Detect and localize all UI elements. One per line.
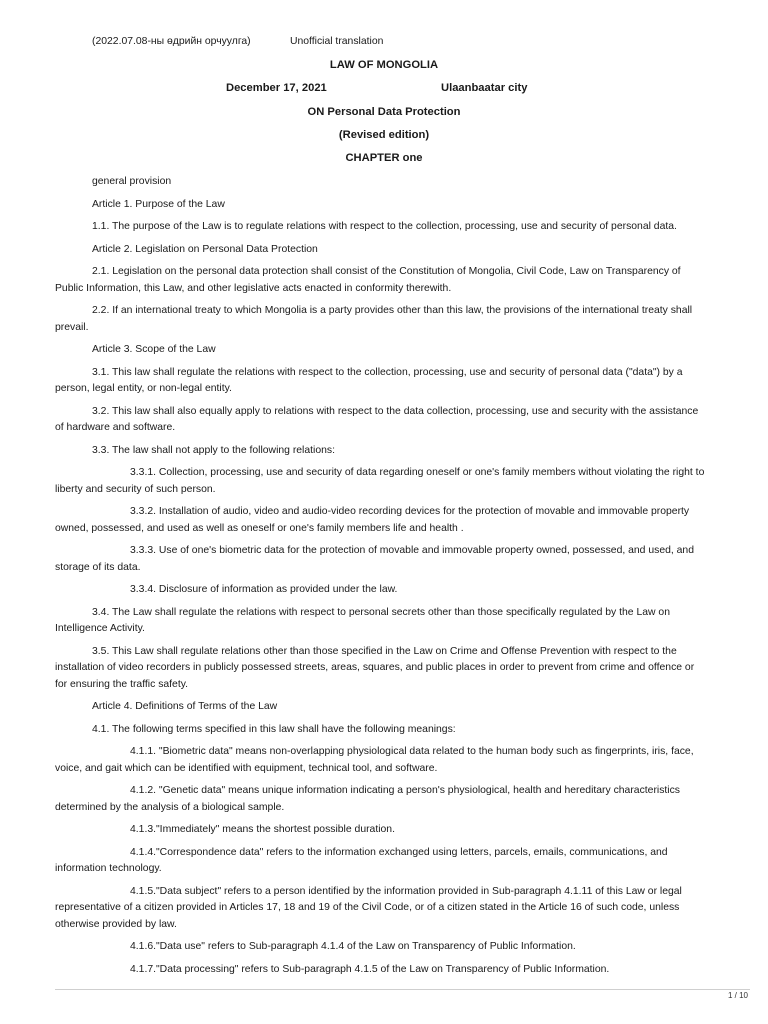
document-body <box>55 174 705 984</box>
paragraph: 4.1.7."Data processing" refers to Sub-paragraph 4.1.5 of the Law on Transparency of Public Information. <box>130 963 610 975</box>
paragraph: Article 2. Legislation on Personal Data Protection <box>92 243 318 255</box>
paragraph: 4.1. The following terms specified in this law shall have the following meanings: <box>92 723 456 735</box>
paragraph: 3.2. This law shall also equally apply to relations with respect to the data collection, processing, use and security with the assistance of hardware and software. <box>55 405 699 433</box>
paragraph: 3.5. This Law shall regulate relations other than those specified in the Law on Crime and Offense Prevention with respect to the installation of video recorders in publicly possessed streets, areas, squares, and public places in order to prevent from crime and offence or for ensuring the traffic safety. <box>55 645 695 690</box>
paragraph: Article 1. Purpose of the Law <box>92 198 225 210</box>
law-subject: ON Personal Data Protection <box>307 106 461 118</box>
law-city: Ulaanbaatar city <box>441 82 528 94</box>
unofficial-translation-note: Unofficial translation <box>290 36 384 47</box>
paragraph: 4.1.6."Data use" refers to Sub-paragraph 4.1.4 of the Law on Transparency of Public Information. <box>130 941 576 952</box>
paragraph: general provision <box>92 176 172 187</box>
paragraph: 3.1. This law shall regulate the relations with respect to the collection, processing, use and security of personal data ("data") by a person, legal entity, or non-legal entity. <box>55 366 683 394</box>
paragraph: 4.1.4."Correspondence data" refers to the information exchanged using letters, parcels, emails, communications, and information technology. <box>55 846 668 874</box>
paragraph: Article 4. Definitions of Terms of the Law <box>92 701 278 712</box>
page-number: 1 / 10 <box>727 991 748 1000</box>
chapter-heading: CHAPTER one <box>345 152 423 164</box>
paragraph: 3.4. The Law shall regulate the relations with respect to personal secrets other than those specifically regulated by the Law on Intelligence Activity. <box>55 606 670 634</box>
paragraph: 4.1.2. "Genetic data" means unique information indicating a person's physiological, health and hereditary characteristics determined by the analysis of a biological sample. <box>55 785 680 813</box>
translation-date-note: (2022.07.08-ны өдрийн орчуулга) <box>92 36 251 47</box>
law-edition: (Revised edition) <box>338 129 430 141</box>
paragraph: 3.3. The law shall not apply to the following relations: <box>92 444 335 456</box>
paragraph: 4.1.5."Data subject" refers to a person identified by the information provided in Sub-paragraph 4.1.11 of this Law or legal representative of a citizen provided in Articles 17, 18 and 19 of the Civil Code, or of a citizen stated in the Article 16 of such code, unless otherwise provided by law. <box>55 885 682 930</box>
paragraph: 2.2. If an international treaty to which Mongolia is a party provides other than this law, the provisions of the international treaty shall prevail. <box>55 305 693 333</box>
paragraph: 3.3.1. Collection, processing, use and security of data regarding oneself or one's family members without violating the right to liberty and security of such person. <box>55 467 705 495</box>
law-title: LAW OF MONGOLIA <box>329 59 439 71</box>
header-row <box>92 34 384 51</box>
paragraph: 4.1.1. "Biometric data" means non-overlapping physiological data related to the human body such as fingerprints, iris, face, voice, and gait which can be identified with equipment, technical tool, and software. <box>55 746 694 774</box>
law-date: December 17, 2021 <box>226 82 327 94</box>
paragraph: 2.1. Legislation on the personal data protection shall consist of the Constitution of Mongolia, Civil Code, Law on Transparency of Public Information, this Law, and other legislative acts enacted in conformity therewith. <box>55 266 681 294</box>
paragraph: 3.3.2. Installation of audio, video and audio-video recording devices for the protection of movable and immovable property owned, possessed, and used as well as oneself or one's family members life and health . <box>55 506 690 534</box>
footer-divider <box>55 989 750 990</box>
paragraph: Article 3. Scope of the Law <box>92 344 216 355</box>
paragraph: 4.1.3."Immediately" means the shortest possible duration. <box>130 824 395 835</box>
paragraph: 1.1. The purpose of the Law is to regulate relations with respect to the collection, processing, use and security of personal data. <box>92 221 677 232</box>
paragraph: 3.3.4. Disclosure of information as provided under the law. <box>130 584 398 595</box>
paragraph: 3.3.3. Use of one's biometric data for the protection of movable and immovable property owned, possessed, and used, and storage of its data. <box>55 545 694 573</box>
